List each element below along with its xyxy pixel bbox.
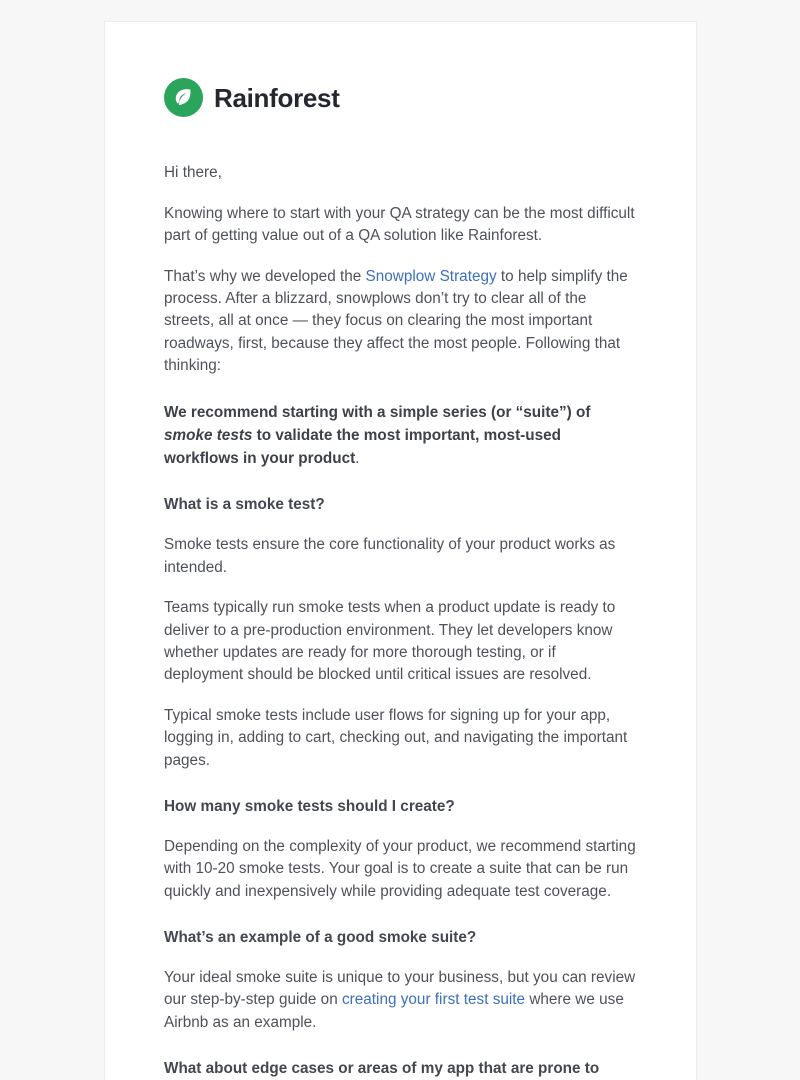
section-0-paragraph-1: Teams typically run smoke tests when a product update is ready to deliver to a pre-production environment. They let developers know whether updates are ready for more thorough testing, or if deployment should be blocked until critical issues are resolved. [164,599,616,684]
recommendation-italic-term: smoke tests [164,427,253,445]
recommendation-paragraph [164,401,637,470]
brand-logo[interactable] [164,78,637,117]
section-heading-edge-cases: What about edge cases or areas of my app that are prone to [164,1059,600,1077]
recommendation-part-one: We recommend starting with a simple series (or “suite”) of [164,404,591,422]
example-text-after: where we use Airbnb as an example. [164,991,624,1031]
intro-paragraph: Knowing where to start with your QA strategy can be the most difficult part of getting value out of a QA solution like Rainforest. [164,204,635,245]
recommendation-part-two: to validate the most important, most-used workflows in your product [164,427,561,468]
brand-wordmark: Rainforest [214,82,340,113]
example-text-before: Your ideal smoke suite is unique to your business, but you can review our step-by-step guide on [164,968,636,1009]
section-0-paragraph-0: Smoke tests ensure the core functionality of your product works as intended. [164,536,616,576]
snowplow-text-after: to help simplify the process. After a blizzard, snowplows don’t try to clear all of the streets, all at once — they focus on clearing the most important roadways, first, because they affect the most people. Following that thinking: [164,267,628,375]
first-test-suite-link[interactable]: creating your first test suite [341,991,526,1009]
section-heading-example-suite: What’s an example of a good smoke suite? [164,928,477,946]
snowplow-paragraph [164,266,637,377]
snowplow-strategy-link[interactable]: Snowplow Strategy [365,267,497,285]
email-card [104,21,697,1080]
section-1-paragraph-0: Depending on the complexity of your product, we recommend starting with 10-20 smoke tests. Your goal is to create a suite that can be run quickly and inexpensively while providing adequate test coverage. [164,838,636,900]
example-suite-paragraph [164,967,637,1034]
recommendation-period: . [355,450,360,468]
section-heading-how-many: How many smoke tests should I create? [164,798,455,816]
snowplow-text-before: That’s why we developed the [164,267,366,285]
section-heading-smoke-test: What is a smoke test? [164,496,325,514]
greeting-text: Hi there, [164,164,222,181]
section-0-paragraph-2: Typical smoke tests include user flows for signing up for your app, logging in, adding to cart, checking out, and navigating the important pages. [164,707,628,769]
leaf-icon [164,78,203,117]
